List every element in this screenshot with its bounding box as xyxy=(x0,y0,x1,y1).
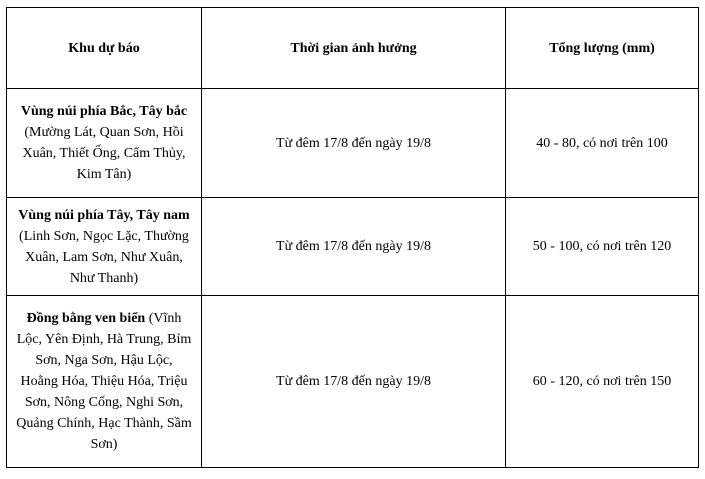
area-name: Đồng bằng ven biển xyxy=(26,311,146,326)
area-detail: (Mường Lát, Quan Sơn, Hồi Xuân, Thiết Ống, Cẩm Thủy, Kim Tân) xyxy=(22,125,186,182)
area-cell xyxy=(7,296,202,468)
area-name: Vùng núi phía Tây, Tây nam xyxy=(18,207,190,223)
rainfall-cell: 40 - 80, có nơi trên 100 xyxy=(506,89,699,198)
table-row xyxy=(7,89,699,198)
rainfall-forecast-table xyxy=(6,7,699,468)
area-detail: (Vĩnh Lộc, Yên Định, Hà Trung, Bỉm Sơn, Nga Sơn, Hậu Lộc, Hoằng Hóa, Thiệu Hóa, Triệu Sơn, Nông Cống, Nghi Sơn, Quảng Chính, Hạc Thành, Sầm Sơn) xyxy=(16,311,192,452)
time-cell: Từ đêm 17/8 đến ngày 19/8 xyxy=(202,89,506,198)
area-cell xyxy=(7,89,202,198)
area-cell xyxy=(7,198,202,296)
header-forecast-area: Khu dự báo xyxy=(7,8,202,89)
time-cell: Từ đêm 17/8 đến ngày 19/8 xyxy=(202,198,506,296)
rainfall-cell: 50 - 100, có nơi trên 120 xyxy=(506,198,699,296)
rainfall-cell: 60 - 120, có nơi trên 150 xyxy=(506,296,699,468)
table-row xyxy=(7,296,699,468)
time-cell: Từ đêm 17/8 đến ngày 19/8 xyxy=(202,296,506,468)
header-total-rainfall: Tổng lượng (mm) xyxy=(506,8,699,89)
area-detail: (Linh Sơn, Ngọc Lặc, Thường Xuân, Lam Sơn, Như Xuân, Như Thanh) xyxy=(19,228,189,286)
header-impact-time: Thời gian ảnh hưởng xyxy=(202,8,506,89)
table-header-row xyxy=(7,8,699,89)
table-row xyxy=(7,198,699,296)
area-name: Vùng núi phía Bắc, Tây bắc xyxy=(20,104,188,119)
